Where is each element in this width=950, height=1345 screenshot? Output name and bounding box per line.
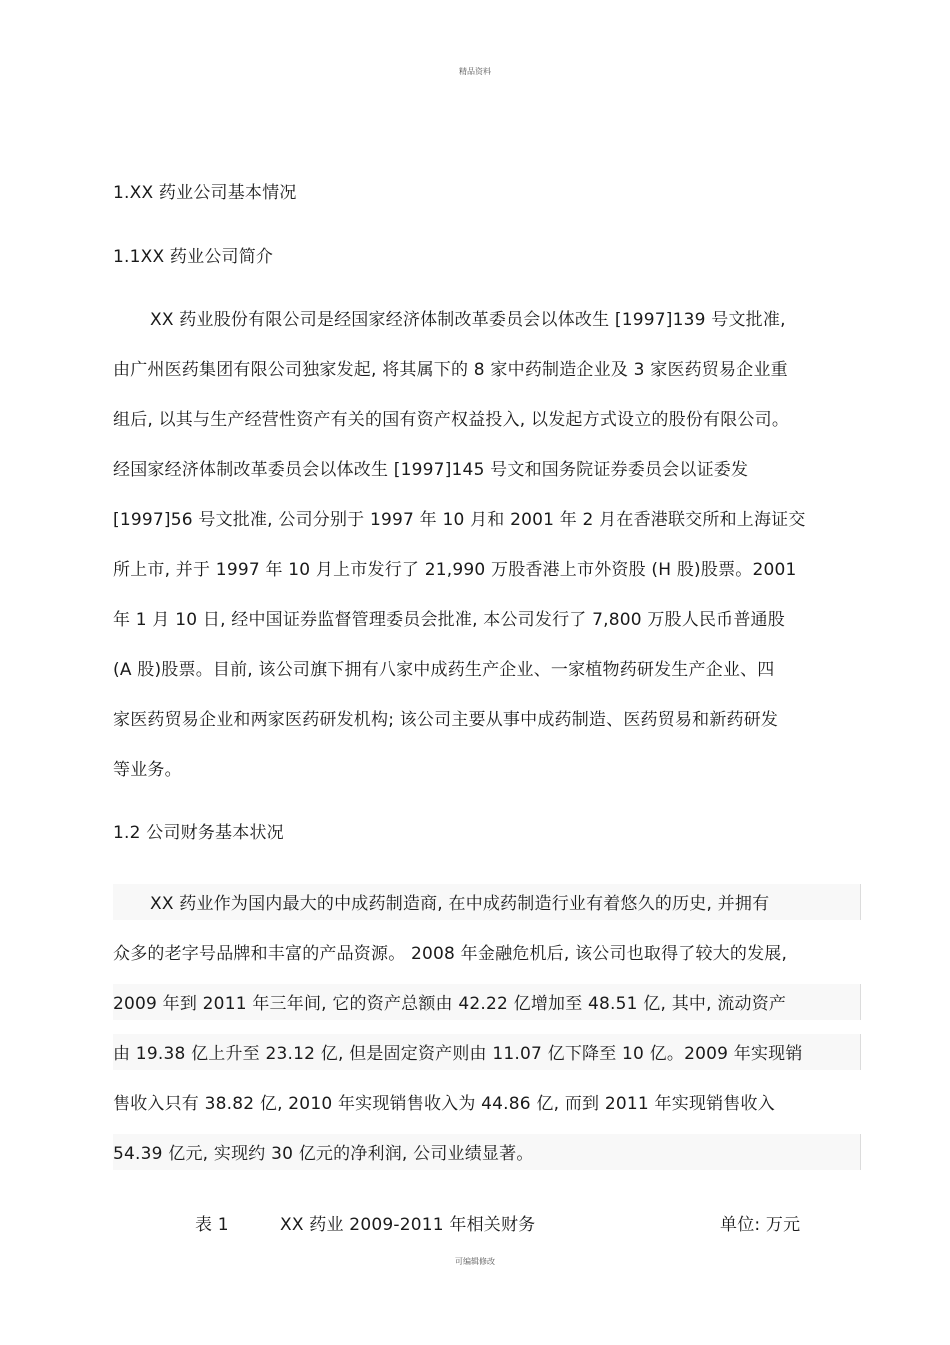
section-heading-1-1: 1.1XX 药业公司简介 (113, 247, 274, 267)
paragraph-line: (A 股)股票。目前, 该公司旗下拥有八家中成药生产企业、一家植物药研发生产企业、四 (113, 660, 775, 680)
page-footer: 可编辑修改 (455, 1257, 495, 1266)
paragraph-line: XX 药业作为国内最大的中成药制造商, 在中成药制造行业有着悠久的历史, 并拥有 (150, 894, 770, 914)
table-unit: 单位: 万元 (720, 1215, 801, 1235)
paragraph-line: 售收入只有 38.82 亿, 2010 年实现销售收入为 44.86 亿, 而到 2011 年实现销售收入 (113, 1094, 775, 1114)
paragraph-line: 由广州医药集团有限公司独家发起, 将其属下的 8 家中药制造企业及 3 家医药贸易企业重 (113, 360, 788, 380)
paragraph-line: [1997]56 号文批准, 公司分别于 1997 年 10 月和 2001 年 2 月在香港联交所和上海证交 (113, 510, 806, 530)
paragraph-line: 2009 年到 2011 年三年间, 它的资产总额由 42.22 亿增加至 48.51 亿, 其中, 流动资产 (113, 994, 787, 1014)
paragraph-line: 组后, 以其与生产经营性资产有关的国有资产权益投入, 以发起方式设立的股份有限公司。 (113, 410, 790, 430)
paragraph-line: 经国家经济体制改革委员会以体改生 [1997]145 号文和国务院证券委员会以证委发 (113, 460, 749, 480)
paragraph-line: 等业务。 (113, 760, 182, 780)
paragraph-line: 年 1 月 10 日, 经中国证券监督管理委员会批准, 本公司发行了 7,800 万股人民币普通股 (113, 610, 785, 630)
paragraph-line: 所上市, 并于 1997 年 10 月上市发行了 21,990 万股香港上市外资股 (H 股)股票。2001 (113, 560, 797, 580)
paragraph-line: 由 19.38 亿上升至 23.12 亿, 但是固定资产则由 11.07 亿下降至 10 亿。2009 年实现销 (113, 1044, 803, 1064)
paragraph-line: 众多的老字号品牌和丰富的产品资源。 2008 年金融危机后, 该公司也取得了较大的发展, (113, 944, 788, 964)
paragraph-line: XX 药业股份有限公司是经国家经济体制改革委员会以体改生 [1997]139 号文批准, (150, 310, 786, 330)
section-heading-1-2: 1.2 公司财务基本状况 (113, 823, 284, 843)
table-label: 表 1 (195, 1215, 229, 1235)
page-header: 精品资料 (459, 67, 491, 76)
section-heading-1: 1.XX 药业公司基本情况 (113, 183, 297, 203)
paragraph-line: 54.39 亿元, 实现约 30 亿元的净利润, 公司业绩显著。 (113, 1144, 534, 1164)
table-title: XX 药业 2009-2011 年相关财务 (280, 1215, 536, 1235)
paragraph-line: 家医药贸易企业和两家医药研发机构; 该公司主要从事中成药制造、医药贸易和新药研发 (113, 710, 779, 730)
